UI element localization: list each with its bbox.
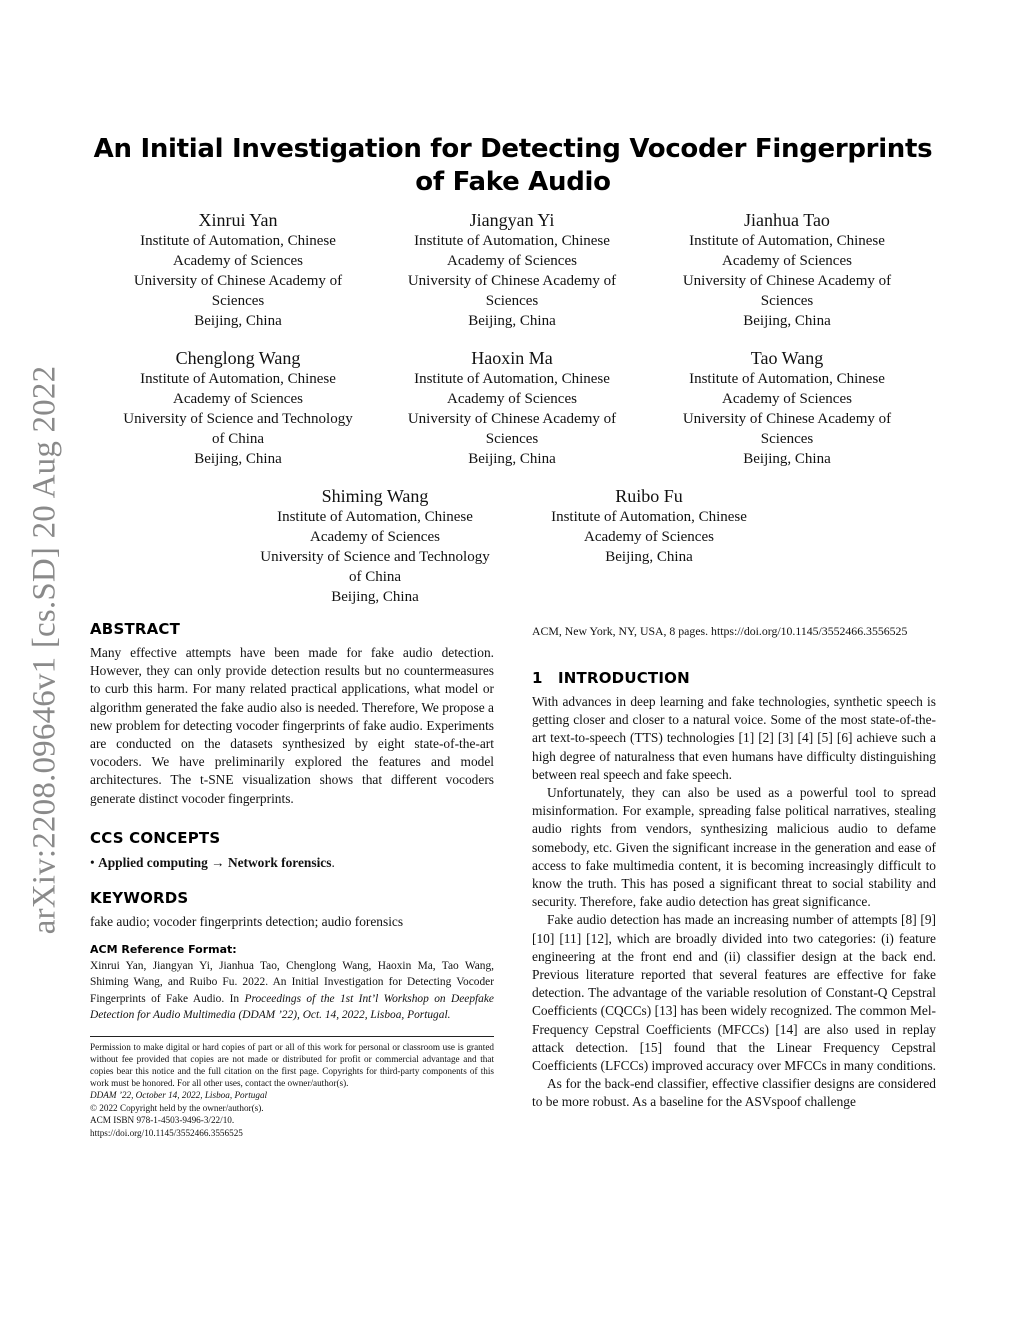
ccs-period: .: [331, 854, 335, 870]
author-affiliation-line: Institute of Automation, Chinese: [551, 509, 747, 525]
author-name: Ruibo Fu: [615, 486, 683, 506]
intro-paragraph: Fake audio detection has made an increasing number of attempts [8] [9] [10] [11] [12], which are broadly divided into two categories: (i) feature engineering at the front end and (ii) classifier design at the back end. Previous literature reported that several features are effective for fake detection. The advantage of the variable resolution of Constant-Q Cepstral Coefficients (CQCCs) [13] has been widely recognized. The common Mel-Frequency Cepstral Coefficients (MFCCs) [14] are also used in replay attack detection. [15] found that the Linear Frequency Cepstral Coefficients (LFCCs) improved accuracy over MFCCs in many conditions.: [532, 912, 937, 1074]
author-name: Shiming Wang: [321, 486, 429, 506]
author-affiliation-line: Institute of Automation, Chinese: [414, 233, 610, 249]
conference-line: [90, 1089, 494, 1102]
author-affiliation-line: Academy of Sciences: [173, 391, 303, 407]
acm-reference-venue: Proceedings of the 1st Int’l Workshop on Deepfake Detection for Audio Multimedia (DDAM ’22), Oct. 14, 2022, Lisboa, Portugal.: [90, 992, 494, 1021]
abstract-text: Many effective attempts have been made for fake audio detection. However, they can only provide detection results but no countermeasures to curb this harm. For many related practical applications, what model or algorithm generated the fake audio also is needed. Therefore, We propose a new problem for detecting vocoder fingerprints of fake audio. Experiments are conducted on the datasets synthesized by eight state-of-the-art vocoders. We have preliminarily explored the features and model architectures. The t-SNE visualization shows that different vocoders generate distinct vocoder fingerprints.: [90, 645, 494, 806]
author-affiliation-line: Sciences: [211, 293, 265, 309]
ccs-heading: CCS CONCEPTS: [90, 828, 221, 847]
intro-paragraph: With advances in deep learning and fake technologies, synthetic speech is getting closer and closer to a natural voice. Some of the most state-of-the-art text-to-speech (TTS) technologies [1] [2] [3] [4] [5] [6] achieve such a high degree of naturalness that even humans have difficulty distinguishing between real speech and fake speech.: [532, 694, 936, 782]
author-affiliation-line: of China: [348, 569, 402, 585]
author-affiliation-line: Academy of Sciences: [722, 253, 852, 269]
author-name: Jianhua Tao: [744, 210, 830, 230]
footnote-divider: [90, 1036, 494, 1037]
author-affiliation-line: University of Chinese Academy of: [682, 273, 892, 289]
author-affiliation-line: Beijing, China: [468, 451, 556, 467]
author-affiliation-line: Sciences: [485, 293, 539, 309]
author-name: Haoxin Ma: [471, 348, 553, 368]
author-block: [515, 485, 783, 567]
author-name: Tao Wang: [750, 348, 824, 368]
introduction-heading: [532, 669, 936, 687]
intro-paragraph: As for the back-end classifier, effective classifier designs are considered to be more robust. As a baseline for the ASVspoof challenge: [532, 1076, 936, 1110]
author-affiliation-line: Beijing, China: [605, 549, 693, 565]
section-number: 1: [532, 669, 543, 687]
author-affiliation-line: Beijing, China: [743, 313, 831, 329]
author-affiliation-line: University of Chinese Academy of: [407, 411, 617, 427]
conference-name: DDAM ’22, October 14, 2022, Lisboa, Portugal: [90, 1090, 268, 1101]
author-affiliation-line: University of Chinese Academy of: [682, 411, 892, 427]
arrow-icon: →: [211, 854, 225, 870]
author-affiliation-line: of China: [211, 431, 265, 447]
author-affiliation-line: Institute of Automation, Chinese: [689, 233, 885, 249]
author-block: [104, 347, 372, 469]
author-affiliation-line: Academy of Sciences: [584, 529, 714, 545]
author-affiliation-line: Institute of Automation, Chinese: [140, 233, 336, 249]
author-affiliation-line: Beijing, China: [743, 451, 831, 467]
author-affiliation-line: Academy of Sciences: [173, 253, 303, 269]
author-affiliation-line: Beijing, China: [331, 589, 419, 605]
isbn-line: ACM ISBN 978-1-4503-9496-3/22/10.: [90, 1115, 235, 1126]
author-block: [378, 209, 646, 331]
author-affiliation-line: University of Chinese Academy of: [133, 273, 343, 289]
author-block: [241, 485, 509, 607]
author-affiliation-line: Sciences: [760, 431, 814, 447]
author-block: [378, 347, 646, 469]
author-affiliation-line: Institute of Automation, Chinese: [414, 371, 610, 387]
author-affiliation-line: Institute of Automation, Chinese: [140, 371, 336, 387]
doi-link[interactable]: https://doi.org/10.1145/3552466.3556525: [90, 1127, 243, 1138]
left-column: [90, 620, 494, 1139]
author-affiliation-line: Beijing, China: [194, 451, 282, 467]
acm-reference-continuation: ACM, New York, NY, USA, 8 pages. https://doi.org/10.1145/3552466.3556525: [532, 624, 908, 638]
author-affiliation-line: Academy of Sciences: [447, 391, 577, 407]
author-block: [104, 209, 372, 331]
copyright-line: © 2022 Copyright held by the owner/author(s).: [90, 1102, 264, 1113]
author-name: Jiangyan Yi: [469, 210, 555, 230]
author-name: Xinrui Yan: [198, 210, 278, 230]
author-affiliation-line: Sciences: [760, 293, 814, 309]
acm-reference-prefix: Xinrui Yan, Jiangyan Yi, Jianhua Tao, Chenglong Wang, Haoxin Ma, Tao Wang, Shiming Wang, and Ruibo Fu. 2022. An Initial Investigation for Detecting Vocoder Fingerprints of Fake Audio. In: [90, 960, 494, 1005]
acm-reference-text: [90, 958, 494, 1023]
author-block: [653, 209, 921, 331]
ccs-subcategory: Network forensics: [227, 854, 332, 870]
author-affiliation-line: Academy of Sciences: [447, 253, 577, 269]
author-affiliation-line: Academy of Sciences: [722, 391, 852, 407]
author-affiliation-line: Beijing, China: [194, 313, 282, 329]
ccs-concept-line: [90, 854, 494, 872]
bullet: •: [90, 854, 95, 870]
acm-reference-heading: ACM Reference Format:: [90, 943, 237, 957]
section-title: INTRODUCTION: [558, 669, 690, 687]
right-column: [532, 623, 936, 1112]
author-block: [653, 347, 921, 469]
intro-paragraph: Unfortunately, they can also be used as a powerful tool to spread misinformation. For example, spreading false political narratives, stealing audio rights from vendors, synthesizing malicious audio to defame somebody, etc. Given the significant increase in the generation and ease of access to fake multimedia content, it is becoming increasingly difficult to know the truth. This has posed a significant threat to social stability and security. Therefore, fake audio detection has great significance.: [532, 785, 936, 910]
keywords-heading: KEYWORDS: [90, 888, 189, 907]
abstract-heading: ABSTRACT: [90, 620, 181, 638]
author-name: Chenglong Wang: [175, 348, 301, 368]
author-affiliation-line: Institute of Automation, Chinese: [689, 371, 885, 387]
author-affiliation-line: University of Science and Technology: [123, 411, 353, 427]
author-affiliation-line: Institute of Automation, Chinese: [277, 509, 473, 525]
author-affiliation-line: Academy of Sciences: [310, 529, 440, 545]
ccs-category: Applied computing: [98, 854, 208, 870]
author-affiliation-line: Sciences: [485, 431, 539, 447]
author-affiliation-line: University of Chinese Academy of: [407, 273, 617, 289]
author-affiliation-line: University of Science and Technology: [260, 549, 490, 565]
author-affiliation-line: Beijing, China: [468, 313, 556, 329]
arxiv-identifier: arXiv:2208.09646v1 [cs.SD] 20 Aug 2022: [26, 365, 63, 935]
keywords-text: fake audio; vocoder fingerprints detection; audio forensics: [90, 913, 404, 929]
paper-title: An Initial Investigation for Detecting Vocoder Fingerprints of Fake Audio: [93, 134, 933, 197]
permission-notice: Permission to make digital or hard copies of part or all of this work for personal or classroom use is granted without fee provided that copies are not made or distributed for profit or commercial advantage and that copies bear this notice and the full citation on the first page. Copyrights for third-party components of this work must be honored. For all other uses, contact the owner/author(s).: [90, 1042, 494, 1089]
